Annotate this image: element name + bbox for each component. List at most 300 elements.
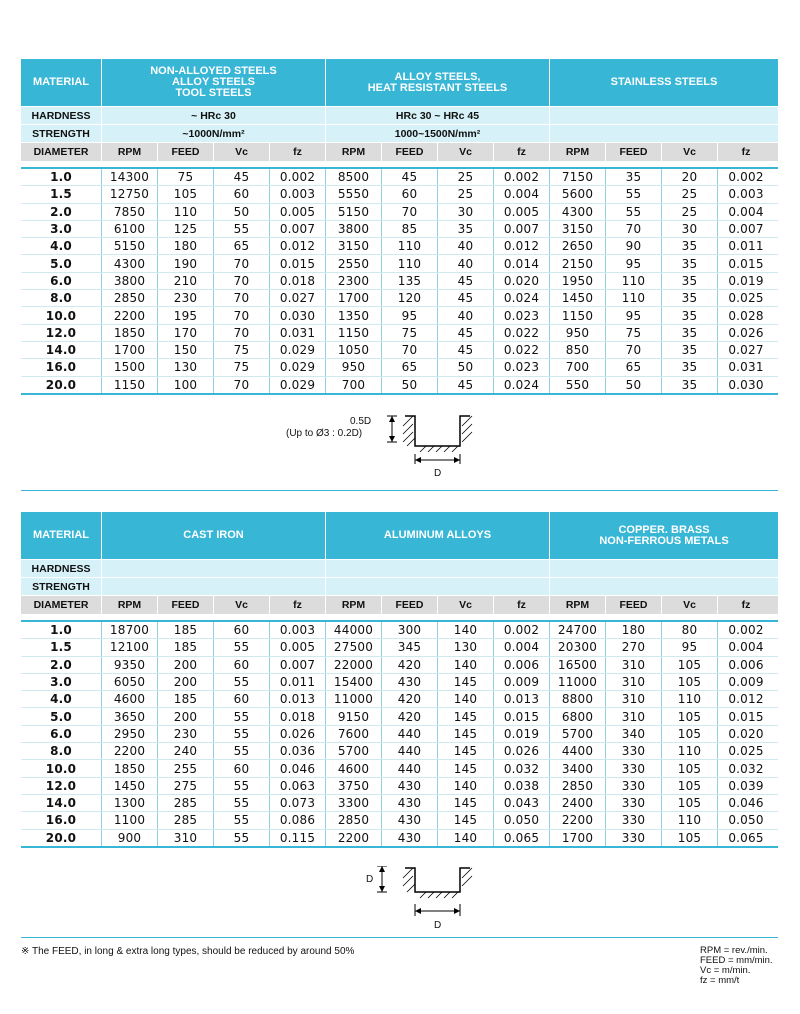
- material-header-row: [21, 59, 778, 106]
- value-cell: 0.032: [728, 761, 764, 776]
- value-cell: 0.002: [494, 169, 550, 185]
- value-cell: 25: [662, 204, 718, 220]
- value-cell: 1700: [326, 290, 382, 306]
- material-group-2: ALLOY STEELS, HEAT RESISTANT STEELS: [326, 59, 550, 106]
- diameter-cell: 10.0: [21, 760, 102, 776]
- diameter-cell: 16.0: [21, 812, 102, 828]
- value-cell: 550: [550, 377, 606, 393]
- diameter-cell: 2.0: [21, 657, 102, 673]
- data-rows: [21, 622, 778, 848]
- value-cell: 105: [662, 778, 718, 794]
- value-cell: 0.023: [494, 307, 550, 323]
- value-cell: 2200: [102, 307, 158, 323]
- value-cell: 55: [214, 674, 270, 690]
- column-header: Vc: [214, 596, 270, 614]
- slot-diagram-full-depth: [270, 866, 490, 936]
- data-rows: [21, 169, 778, 395]
- value-cell: 145: [438, 743, 494, 759]
- diameter-cell: 16.0: [21, 359, 102, 375]
- slot-diagram-half-depth: [270, 412, 490, 482]
- column-header: FEED: [382, 596, 438, 614]
- value-cell: 0.024: [494, 290, 550, 306]
- value-cell: 145: [438, 674, 494, 690]
- table-row: [21, 342, 778, 359]
- value-cell: 0.004: [494, 186, 550, 202]
- column-header: fz: [741, 146, 751, 158]
- value-cell: 1150: [102, 377, 158, 393]
- value-cell: 95: [662, 639, 718, 655]
- value-cell: 0.005: [270, 204, 326, 220]
- value-cell: 200: [158, 708, 214, 724]
- value-cell: 1850: [102, 760, 158, 776]
- strength-value-2: [326, 577, 550, 595]
- feed-reduction-note: ※ The FEED, in long & extra long types, should be reduced by around 50%: [21, 946, 355, 957]
- value-cell: 0.002: [270, 169, 326, 185]
- value-cell: 200: [158, 657, 214, 673]
- value-cell: 145: [438, 726, 494, 742]
- value-cell: 9350: [102, 657, 158, 673]
- value-cell: 210: [158, 273, 214, 289]
- column-header: Vc: [662, 596, 718, 614]
- value-cell: 0.013: [494, 691, 550, 707]
- diameter-cell: 14.0: [21, 795, 102, 811]
- value-cell: 0.012: [270, 238, 326, 254]
- value-cell: 0.002: [728, 170, 764, 185]
- value-cell: 24700: [550, 622, 606, 638]
- value-cell: 40: [438, 307, 494, 323]
- value-cell: 0.028: [728, 308, 764, 323]
- header-gap: [21, 161, 778, 169]
- value-cell: 3300: [326, 795, 382, 811]
- value-cell: 4600: [326, 760, 382, 776]
- value-cell: 35: [662, 290, 718, 306]
- value-cell: 55: [214, 726, 270, 742]
- value-cell: 340: [606, 726, 662, 742]
- value-cell: 440: [382, 743, 438, 759]
- column-header: FEED: [382, 143, 438, 161]
- value-cell: 285: [158, 795, 214, 811]
- value-cell: 44000: [326, 622, 382, 638]
- value-cell: 2850: [326, 812, 382, 828]
- value-cell: 60: [214, 657, 270, 673]
- value-cell: 2150: [550, 255, 606, 271]
- value-cell: 110: [382, 255, 438, 271]
- value-cell: 3150: [550, 221, 606, 237]
- value-cell: 230: [158, 290, 214, 306]
- material-label: MATERIAL: [21, 59, 102, 106]
- value-cell: 35: [662, 238, 718, 254]
- value-cell: 4600: [102, 691, 158, 707]
- value-cell: 65: [382, 359, 438, 375]
- column-header: fz: [494, 143, 550, 161]
- column-header: fz: [270, 143, 326, 161]
- value-cell: 345: [382, 639, 438, 655]
- value-cell: 0.019: [494, 726, 550, 742]
- value-cell: 18700: [102, 622, 158, 638]
- column-header: RPM: [326, 596, 382, 614]
- value-cell: 60: [214, 760, 270, 776]
- material-group-1: CAST IRON: [102, 512, 326, 559]
- value-cell: 310: [606, 691, 662, 707]
- depth-label: 0.5D: [350, 416, 372, 427]
- value-cell: 100: [158, 377, 214, 393]
- value-cell: 200: [158, 674, 214, 690]
- value-cell: 145: [438, 812, 494, 828]
- value-cell: 2850: [550, 778, 606, 794]
- value-cell: 55: [214, 812, 270, 828]
- value-cell: 55: [606, 186, 662, 202]
- table-row: [21, 726, 778, 743]
- value-cell: 0.050: [728, 813, 764, 828]
- value-cell: 300: [382, 622, 438, 638]
- value-cell: 1950: [550, 273, 606, 289]
- value-cell: 110: [606, 290, 662, 306]
- value-cell: 420: [382, 657, 438, 673]
- value-cell: 11000: [550, 674, 606, 690]
- value-cell: 0.003: [728, 187, 764, 202]
- value-cell: 30: [662, 221, 718, 237]
- strength-value-1: ~1000N/mm²: [102, 124, 326, 142]
- value-cell: 45: [438, 273, 494, 289]
- value-cell: 3750: [326, 778, 382, 794]
- value-cell: 0.025: [728, 744, 764, 759]
- value-cell: 35: [662, 307, 718, 323]
- value-cell: 0.018: [270, 273, 326, 289]
- diameter-cell: 3.0: [21, 674, 102, 690]
- diameter-cell: 6.0: [21, 273, 102, 289]
- material-group-3: STAINLESS STEELS: [610, 76, 718, 88]
- value-cell: 140: [438, 778, 494, 794]
- value-cell: 55: [214, 221, 270, 237]
- value-cell: 0.022: [494, 342, 550, 358]
- material-group-3: COPPER. BRASS NON-FERROUS METALS: [599, 523, 729, 547]
- value-cell: 190: [158, 255, 214, 271]
- value-cell: 950: [550, 325, 606, 341]
- value-cell: 11000: [326, 691, 382, 707]
- value-cell: 140: [438, 622, 494, 638]
- hardness-row: [21, 559, 778, 577]
- value-cell: 440: [382, 726, 438, 742]
- legend-rpm: RPM = rev./min.: [700, 945, 768, 956]
- value-cell: 6800: [550, 708, 606, 724]
- value-cell: 50: [438, 359, 494, 375]
- value-cell: 0.023: [494, 359, 550, 375]
- value-cell: 55: [214, 639, 270, 655]
- diameter-cell: 3.0: [21, 221, 102, 237]
- value-cell: 255: [158, 760, 214, 776]
- value-cell: 75: [606, 325, 662, 341]
- value-cell: 0.007: [270, 657, 326, 673]
- value-cell: 310: [606, 657, 662, 673]
- value-cell: 310: [158, 830, 214, 846]
- value-cell: 120: [382, 290, 438, 306]
- value-cell: 1350: [326, 307, 382, 323]
- value-cell: 0.031: [270, 325, 326, 341]
- value-cell: 195: [158, 307, 214, 323]
- value-cell: 20: [662, 169, 718, 185]
- value-cell: 5700: [326, 743, 382, 759]
- diameter-cell: 1.5: [21, 639, 102, 655]
- value-cell: 0.012: [494, 238, 550, 254]
- column-header: Vc: [662, 143, 718, 161]
- strength-row: [21, 124, 778, 142]
- table-row: [21, 273, 778, 290]
- table-row: [21, 812, 778, 829]
- value-cell: 3650: [102, 708, 158, 724]
- value-cell: 70: [214, 325, 270, 341]
- footer-divider: [21, 937, 778, 938]
- value-cell: 0.029: [270, 342, 326, 358]
- value-cell: 140: [438, 657, 494, 673]
- value-cell: 0.032: [494, 760, 550, 776]
- value-cell: 180: [158, 238, 214, 254]
- value-cell: 30: [438, 204, 494, 220]
- value-cell: 35: [662, 342, 718, 358]
- value-cell: 4300: [550, 204, 606, 220]
- value-cell: 0.031: [728, 360, 764, 375]
- value-cell: 0.086: [270, 812, 326, 828]
- value-cell: 35: [662, 377, 718, 393]
- value-cell: 1300: [102, 795, 158, 811]
- column-header: DIAMETER: [21, 143, 102, 161]
- value-cell: 35: [662, 359, 718, 375]
- value-cell: 1100: [102, 812, 158, 828]
- value-cell: 45: [438, 290, 494, 306]
- value-cell: 1500: [102, 359, 158, 375]
- hardness-label: HARDNESS: [21, 559, 102, 577]
- value-cell: 110: [662, 743, 718, 759]
- depth-note: (Up to Ø3 : 0.2D): [286, 428, 363, 439]
- value-cell: 50: [214, 204, 270, 220]
- value-cell: 0.036: [270, 743, 326, 759]
- value-cell: 70: [214, 273, 270, 289]
- value-cell: 75: [382, 325, 438, 341]
- table-row: [21, 830, 778, 848]
- value-cell: 0.020: [728, 726, 764, 741]
- table-row: [21, 221, 778, 238]
- value-cell: 0.027: [270, 290, 326, 306]
- value-cell: 45: [214, 169, 270, 185]
- value-cell: 0.004: [728, 204, 764, 219]
- value-cell: 0.046: [728, 796, 764, 811]
- value-cell: 0.002: [494, 622, 550, 638]
- table-row: [21, 639, 778, 656]
- value-cell: 900: [102, 830, 158, 846]
- value-cell: 6100: [102, 221, 158, 237]
- column-header-row: [21, 142, 778, 161]
- value-cell: 430: [382, 830, 438, 846]
- diameter-cell: 10.0: [21, 307, 102, 323]
- column-header: FEED: [158, 143, 214, 161]
- value-cell: 1150: [326, 325, 382, 341]
- value-cell: 1150: [550, 307, 606, 323]
- value-cell: 130: [438, 639, 494, 655]
- value-cell: 7850: [102, 204, 158, 220]
- value-cell: 3800: [326, 221, 382, 237]
- value-cell: 55: [214, 708, 270, 724]
- value-cell: 70: [214, 255, 270, 271]
- column-header: RPM: [326, 143, 382, 161]
- value-cell: 430: [382, 812, 438, 828]
- diameter-cell: 1.0: [21, 622, 102, 638]
- value-cell: 70: [606, 221, 662, 237]
- value-cell: 45: [438, 325, 494, 341]
- diameter-cell: 1.5: [21, 186, 102, 202]
- value-cell: 0.026: [270, 726, 326, 742]
- value-cell: 40: [438, 238, 494, 254]
- strength-label: STRENGTH: [21, 577, 102, 595]
- section-divider: [21, 490, 778, 491]
- hardness-value-3: [550, 559, 778, 577]
- value-cell: 0.003: [270, 186, 326, 202]
- value-cell: 330: [606, 795, 662, 811]
- value-cell: 0.003: [270, 622, 326, 638]
- value-cell: 4400: [550, 743, 606, 759]
- value-cell: 310: [606, 674, 662, 690]
- value-cell: 85: [382, 221, 438, 237]
- value-cell: 95: [606, 307, 662, 323]
- value-cell: 35: [606, 169, 662, 185]
- cutting-table-nonferrous: [21, 512, 778, 848]
- hardness-row: [21, 106, 778, 124]
- table-row: [21, 743, 778, 760]
- value-cell: 1450: [550, 290, 606, 306]
- strength-value-3: [550, 577, 778, 595]
- value-cell: 185: [158, 639, 214, 655]
- value-cell: 130: [158, 359, 214, 375]
- value-cell: 950: [326, 359, 382, 375]
- diameter-cell: 8.0: [21, 743, 102, 759]
- value-cell: 230: [158, 726, 214, 742]
- value-cell: 22000: [326, 657, 382, 673]
- value-cell: 6050: [102, 674, 158, 690]
- value-cell: 105: [662, 726, 718, 742]
- value-cell: 700: [326, 377, 382, 393]
- value-cell: 75: [214, 342, 270, 358]
- value-cell: 0.015: [270, 255, 326, 271]
- value-cell: 105: [662, 708, 718, 724]
- diameter-cell: 12.0: [21, 325, 102, 341]
- value-cell: 0.013: [270, 691, 326, 707]
- value-cell: 440: [382, 760, 438, 776]
- value-cell: 1700: [102, 342, 158, 358]
- value-cell: 125: [158, 221, 214, 237]
- value-cell: 2550: [326, 255, 382, 271]
- table-row: [21, 691, 778, 708]
- table-row: [21, 657, 778, 674]
- value-cell: 1700: [550, 830, 606, 846]
- value-cell: 20300: [550, 639, 606, 655]
- diameter-cell: 12.0: [21, 778, 102, 794]
- table-row: [21, 377, 778, 395]
- value-cell: 70: [382, 342, 438, 358]
- value-cell: 1450: [102, 778, 158, 794]
- column-header: RPM: [550, 596, 606, 614]
- hardness-label: HARDNESS: [21, 106, 102, 124]
- value-cell: 285: [158, 812, 214, 828]
- value-cell: 0.115: [270, 830, 326, 846]
- diameter-cell: 2.0: [21, 204, 102, 220]
- value-cell: 5600: [550, 186, 606, 202]
- value-cell: 0.015: [494, 708, 550, 724]
- value-cell: 70: [382, 204, 438, 220]
- value-cell: 105: [662, 657, 718, 673]
- diameter-cell: 4.0: [21, 691, 102, 707]
- value-cell: 310: [606, 708, 662, 724]
- value-cell: 330: [606, 760, 662, 776]
- value-cell: 420: [382, 708, 438, 724]
- diameter-cell: 20.0: [21, 377, 102, 393]
- strength-value-3: [550, 124, 778, 142]
- value-cell: 0.024: [494, 377, 550, 393]
- diameter-cell: 5.0: [21, 708, 102, 724]
- value-cell: 15400: [326, 674, 382, 690]
- value-cell: 430: [382, 778, 438, 794]
- cutting-table-steels: [21, 59, 778, 395]
- table-row: [21, 255, 778, 272]
- value-cell: 45: [382, 169, 438, 185]
- value-cell: 0.022: [494, 325, 550, 341]
- value-cell: 8500: [326, 169, 382, 185]
- value-cell: 0.029: [270, 377, 326, 393]
- column-header: fz: [270, 596, 326, 614]
- column-header: Vc: [214, 143, 270, 161]
- column-header: DIAMETER: [21, 596, 102, 614]
- value-cell: 0.011: [728, 239, 764, 254]
- table-row: [21, 674, 778, 691]
- value-cell: 0.006: [494, 657, 550, 673]
- table-row: [21, 760, 778, 777]
- value-cell: 70: [214, 290, 270, 306]
- value-cell: 45: [438, 342, 494, 358]
- value-cell: 80: [662, 622, 718, 638]
- width-label: D: [434, 920, 442, 931]
- value-cell: 110: [662, 812, 718, 828]
- value-cell: 110: [662, 691, 718, 707]
- value-cell: 60: [382, 186, 438, 202]
- strength-value-2: 1000~1500N/mm²: [326, 124, 550, 142]
- value-cell: 0.038: [494, 778, 550, 794]
- hardness-value-3: [550, 106, 778, 124]
- value-cell: 0.065: [728, 830, 764, 845]
- value-cell: 50: [382, 377, 438, 393]
- column-header: RPM: [550, 143, 606, 161]
- value-cell: 25: [438, 169, 494, 185]
- column-header-row: [21, 595, 778, 614]
- value-cell: 0.046: [270, 760, 326, 776]
- value-cell: 110: [158, 204, 214, 220]
- value-cell: 105: [662, 830, 718, 846]
- value-cell: 150: [158, 342, 214, 358]
- value-cell: 0.009: [728, 675, 764, 690]
- value-cell: 0.030: [270, 307, 326, 323]
- value-cell: 270: [606, 639, 662, 655]
- value-cell: 27500: [326, 639, 382, 655]
- value-cell: 5150: [326, 204, 382, 220]
- value-cell: 35: [438, 221, 494, 237]
- value-cell: 330: [606, 830, 662, 846]
- value-cell: 0.063: [270, 778, 326, 794]
- column-header: RPM: [102, 596, 158, 614]
- value-cell: 5550: [326, 186, 382, 202]
- value-cell: 0.012: [728, 692, 764, 707]
- column-header: Vc: [438, 143, 494, 161]
- diameter-cell: 14.0: [21, 342, 102, 358]
- diameter-cell: 6.0: [21, 726, 102, 742]
- column-header: FEED: [158, 596, 214, 614]
- value-cell: 50: [606, 377, 662, 393]
- value-cell: 12750: [102, 186, 158, 202]
